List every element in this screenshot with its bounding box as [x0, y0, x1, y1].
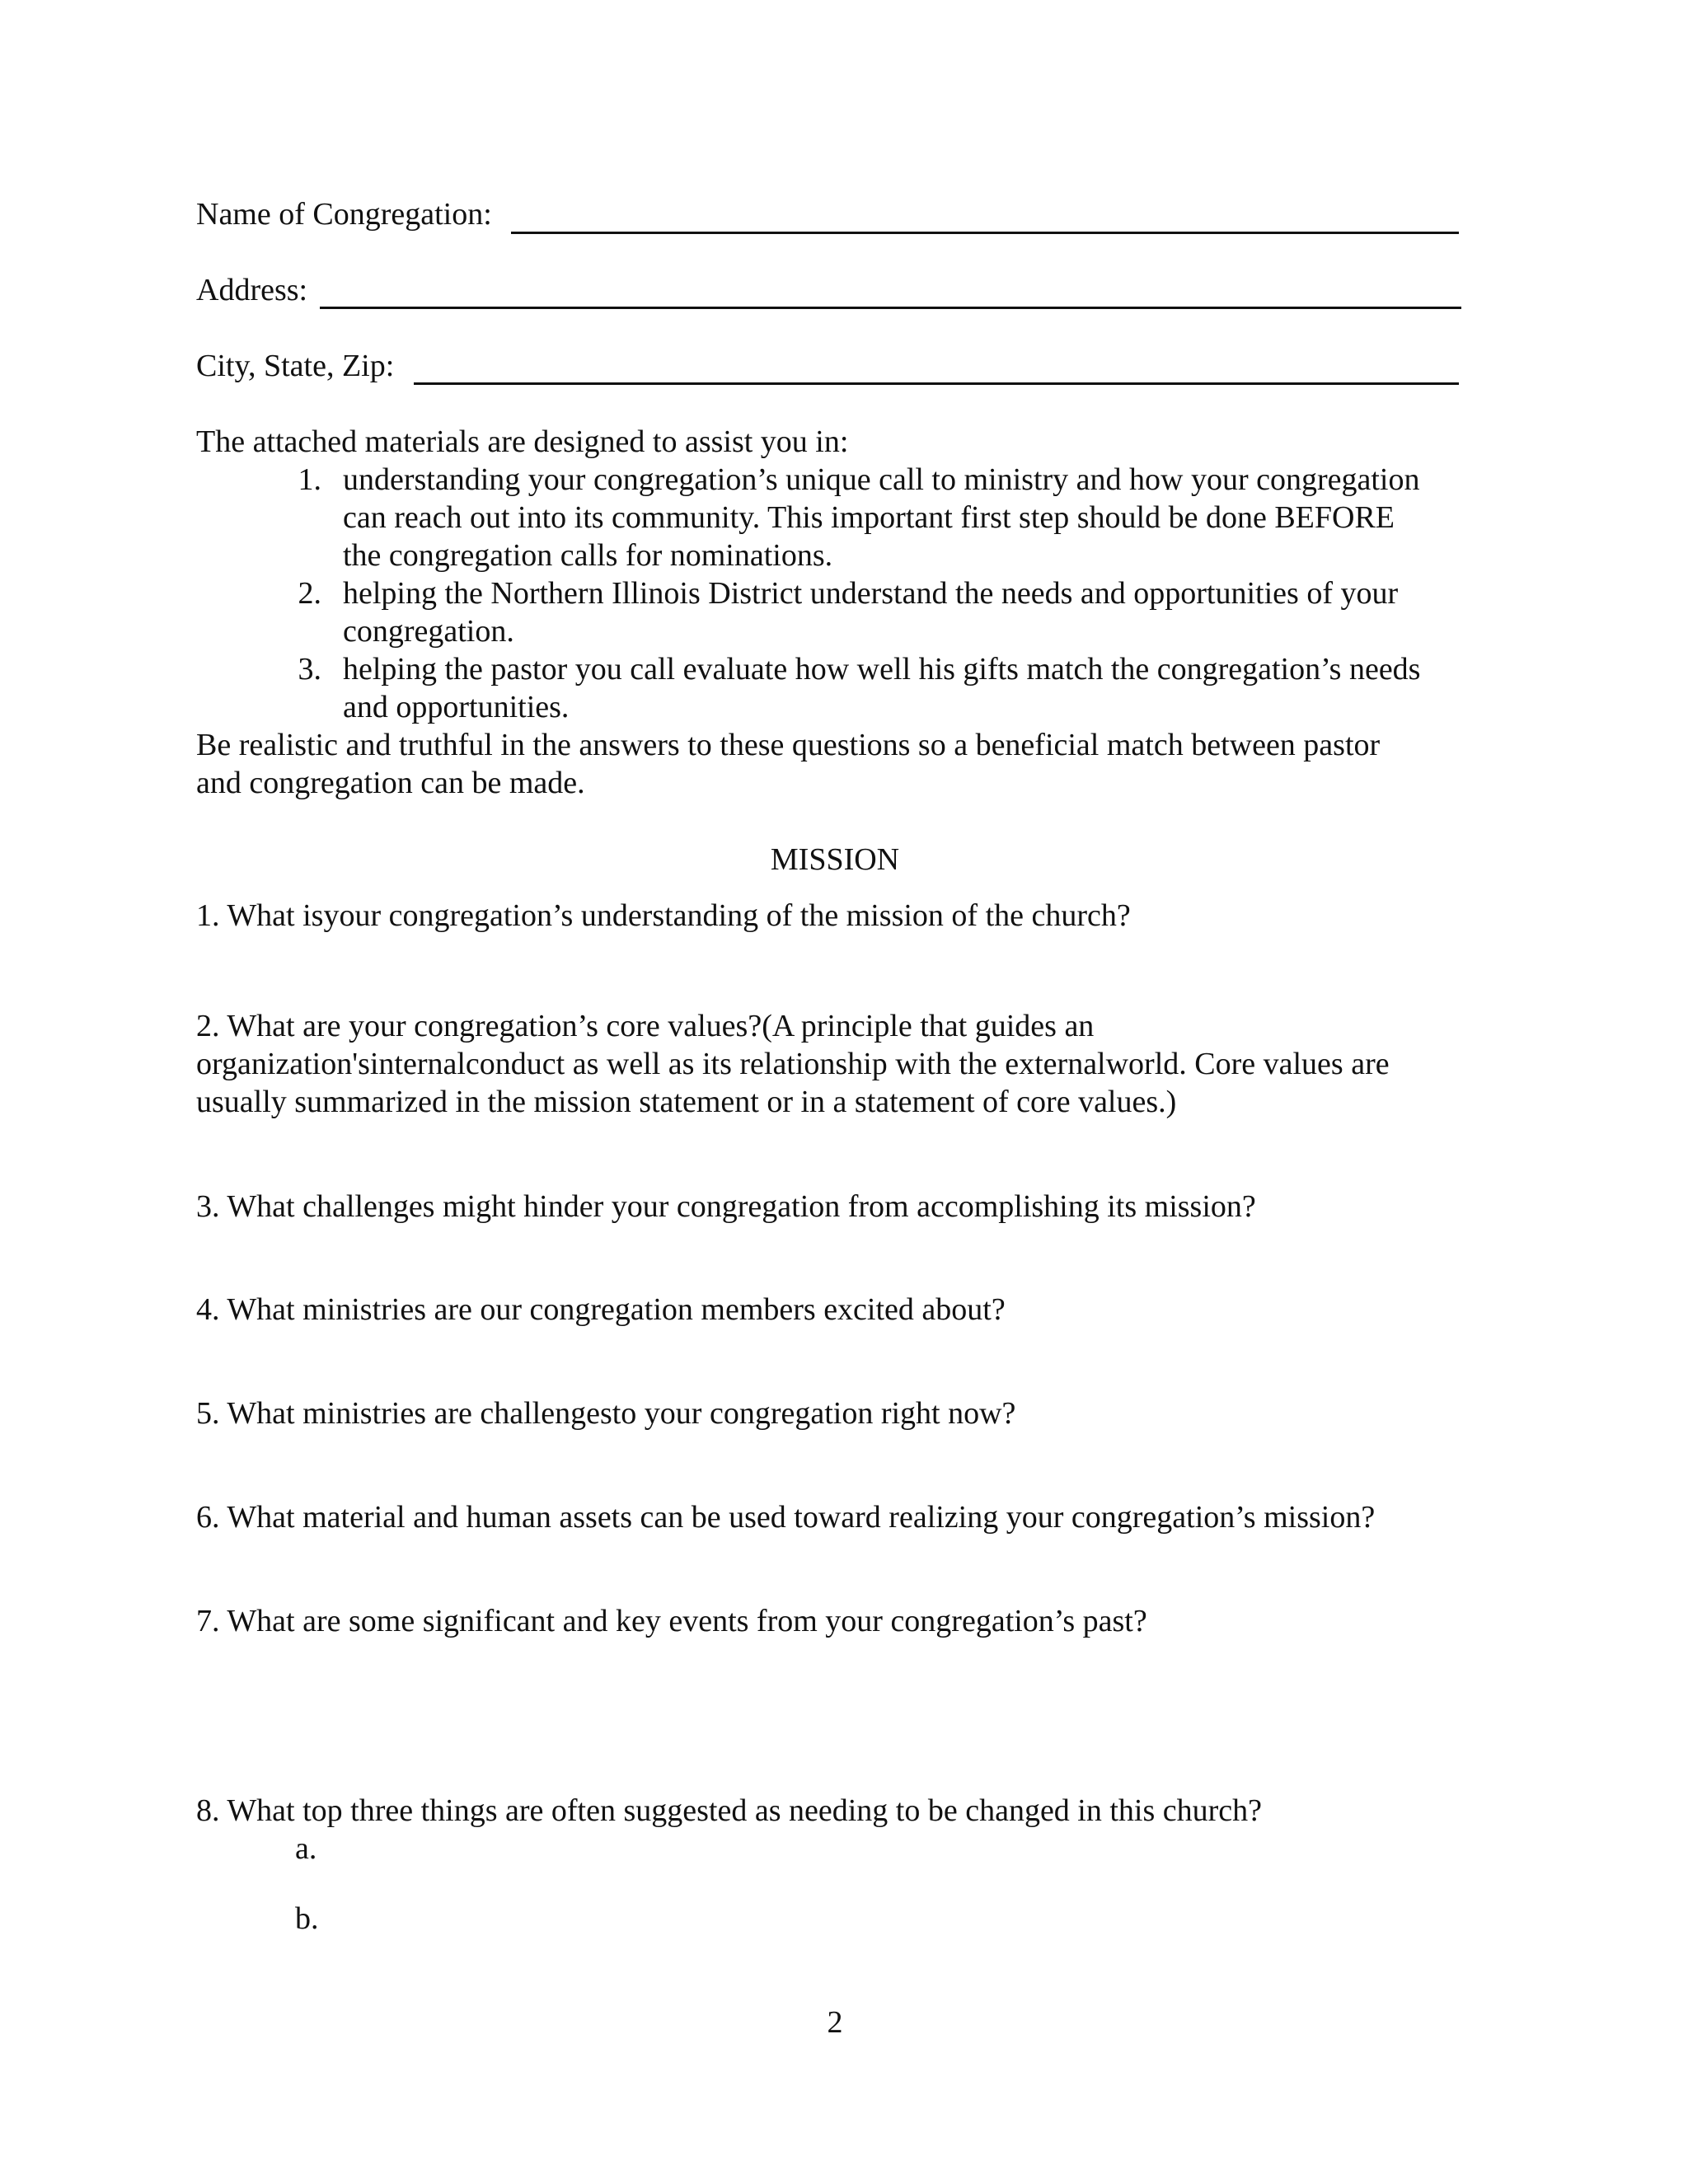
mission-question-3: 3. What challenges might hinder your congregation from accomplishing its mission?: [196, 1189, 1256, 1224]
city-state-zip-label: City, State, Zip:: [196, 349, 395, 383]
intro-closing-text: and congregation can be made.: [196, 766, 585, 800]
intro-item-text: understanding your congregation’s unique call to ministry and how your congregation: [343, 462, 1420, 497]
intro-lead: The attached materials are designed to assist you in:: [196, 424, 849, 459]
intro-item-text: helping the pastor you call evaluate how well his gifts match the congregation’s needs: [343, 652, 1421, 687]
intro-item-number: 2.: [298, 576, 321, 611]
city-state-zip-field[interactable]: [414, 382, 1459, 385]
address-field[interactable]: [320, 307, 1461, 309]
intro-item-text: helping the Northern Illinois District understand the needs and opportunities of your: [343, 576, 1399, 611]
mission-question-7: 7. What are some significant and key events from your congregation’s past?: [196, 1604, 1147, 1638]
mission-question-2-text: organization'sinternalconduct as well as its relationship with the externalworld. Core values are: [196, 1047, 1390, 1081]
intro-item-number: 1.: [298, 462, 321, 497]
congregation-name-label: Name of Congregation:: [196, 197, 492, 232]
mission-question-2-text: usually summarized in the mission statement or in a statement of core values.): [196, 1085, 1177, 1119]
mission-question-6: 6. What material and human assets can be used toward realizing your congregation’s mission?: [196, 1500, 1376, 1535]
mission-heading: MISSION: [770, 842, 900, 877]
intro-item-text: congregation.: [343, 614, 514, 649]
mission-question-4: 4. What ministries are our congregation members excited about?: [196, 1292, 1006, 1327]
intro-closing-text: Be realistic and truthful in the answers to these questions so a beneficial match between pastor: [196, 728, 1381, 762]
address-label: Address:: [196, 273, 308, 307]
intro-item-text: can reach out into its community. This important first step should be done BEFORE: [343, 500, 1395, 535]
mission-question-1: 1. What isyour congregation’s understanding of the mission of the church?: [196, 898, 1131, 933]
intro-item-number: 3.: [298, 652, 321, 687]
intro-item-text: and opportunities.: [343, 690, 570, 724]
answer-option-b: b.: [295, 1901, 319, 1936]
mission-question-5: 5. What ministries are challengesto your congregation right now?: [196, 1396, 1016, 1431]
intro-item-text: the congregation calls for nominations.: [343, 538, 833, 573]
congregation-name-field[interactable]: [511, 232, 1459, 234]
mission-question-8: 8. What top three things are often suggested as needing to be changed in this church?: [196, 1793, 1263, 1828]
answer-option-a: a.: [295, 1831, 317, 1866]
mission-question-2: 2. What are your congregation’s core values?(A principle that guides an: [196, 1009, 1095, 1043]
page-number: 2: [827, 2005, 843, 2040]
